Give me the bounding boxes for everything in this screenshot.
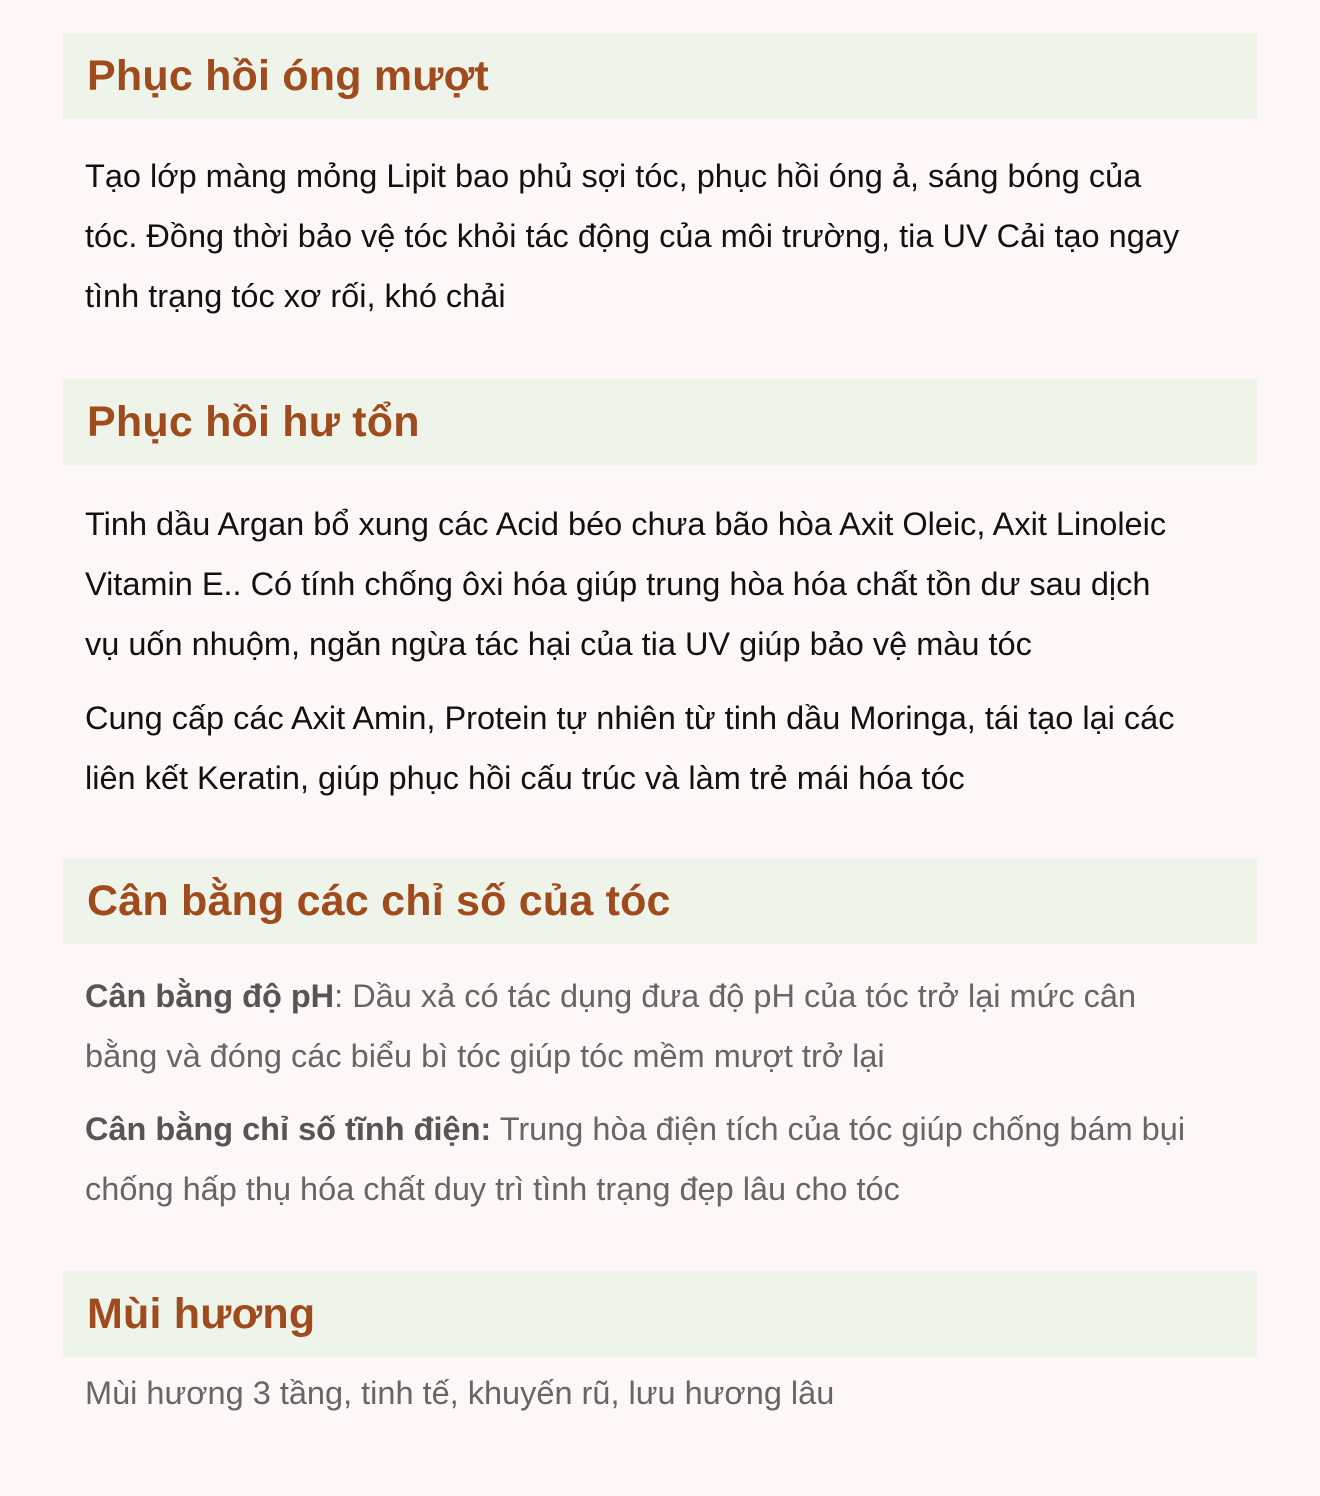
text-run: : Dầu xả có tác dụng đưa độ pH của tóc trở lại mức cân — [334, 978, 1137, 1014]
text-line: Vitamin E.. Có tính chống ôxi hóa giúp trung hòa hóa chất tồn dư sau dịch — [85, 566, 1151, 602]
text-line: vụ uốn nhuộm, ngăn ngừa tác hại của tia UV giúp bảo vệ màu tóc — [85, 626, 1032, 662]
section-paragraph-ph — [85, 966, 1260, 1086]
text-run: Trung hòa điện tích của tóc giúp chống bám bụi — [491, 1111, 1186, 1147]
bold-lead: Cân bằng chỉ số tĩnh điện: — [85, 1111, 492, 1147]
section-title: Cân bằng các chỉ số của tóc — [87, 876, 671, 925]
text-line: tóc. Đồng thời bảo vệ tóc khỏi tác động của môi trường, tia UV Cải tạo ngay — [85, 218, 1180, 254]
text-line: Tạo lớp màng mỏng Lipit bao phủ sợi tóc, phục hồi óng ả, sáng bóng của — [85, 158, 1142, 194]
section-title: Phục hồi hư tổn — [87, 397, 420, 446]
bold-lead: Cân bằng độ pH — [85, 978, 335, 1014]
text-line: Cung cấp các Axit Amin, Protein tự nhiên từ tinh dầu Moringa, tái tạo lại các — [85, 700, 1175, 736]
section-header-hair-balance — [63, 858, 1257, 944]
section-paragraph — [85, 146, 1260, 326]
section-paragraph-static — [85, 1099, 1260, 1219]
text-line — [85, 1099, 1260, 1159]
text-line: bằng và đóng các biểu bì tóc giúp tóc mềm mượt trở lại — [85, 1038, 885, 1074]
section-paragraph — [85, 688, 1260, 808]
text-line: liên kết Keratin, giúp phục hồi cấu trúc và làm trẻ mái hóa tóc — [85, 760, 965, 796]
text-line: tình trạng tóc xơ rối, khó chải — [85, 278, 506, 314]
text-line: Tinh dầu Argan bổ xung các Acid béo chưa bão hòa Axit Oleic, Axit Linoleic — [85, 506, 1167, 542]
section-header-fragrance — [63, 1271, 1257, 1357]
text-line — [85, 966, 1260, 1026]
text-line: Mùi hương 3 tầng, tinh tế, khuyến rũ, lưu hương lâu — [85, 1375, 835, 1411]
section-header-damage-restore — [63, 379, 1257, 465]
section-paragraph — [85, 1363, 1260, 1423]
text-line: chống hấp thụ hóa chất duy trì tình trạng đẹp lâu cho tóc — [85, 1171, 900, 1207]
section-title: Mùi hương — [87, 1289, 316, 1338]
section-title: Phục hồi óng mượt — [87, 51, 489, 100]
section-paragraph — [85, 494, 1260, 674]
section-header-smooth-restore — [63, 33, 1257, 119]
